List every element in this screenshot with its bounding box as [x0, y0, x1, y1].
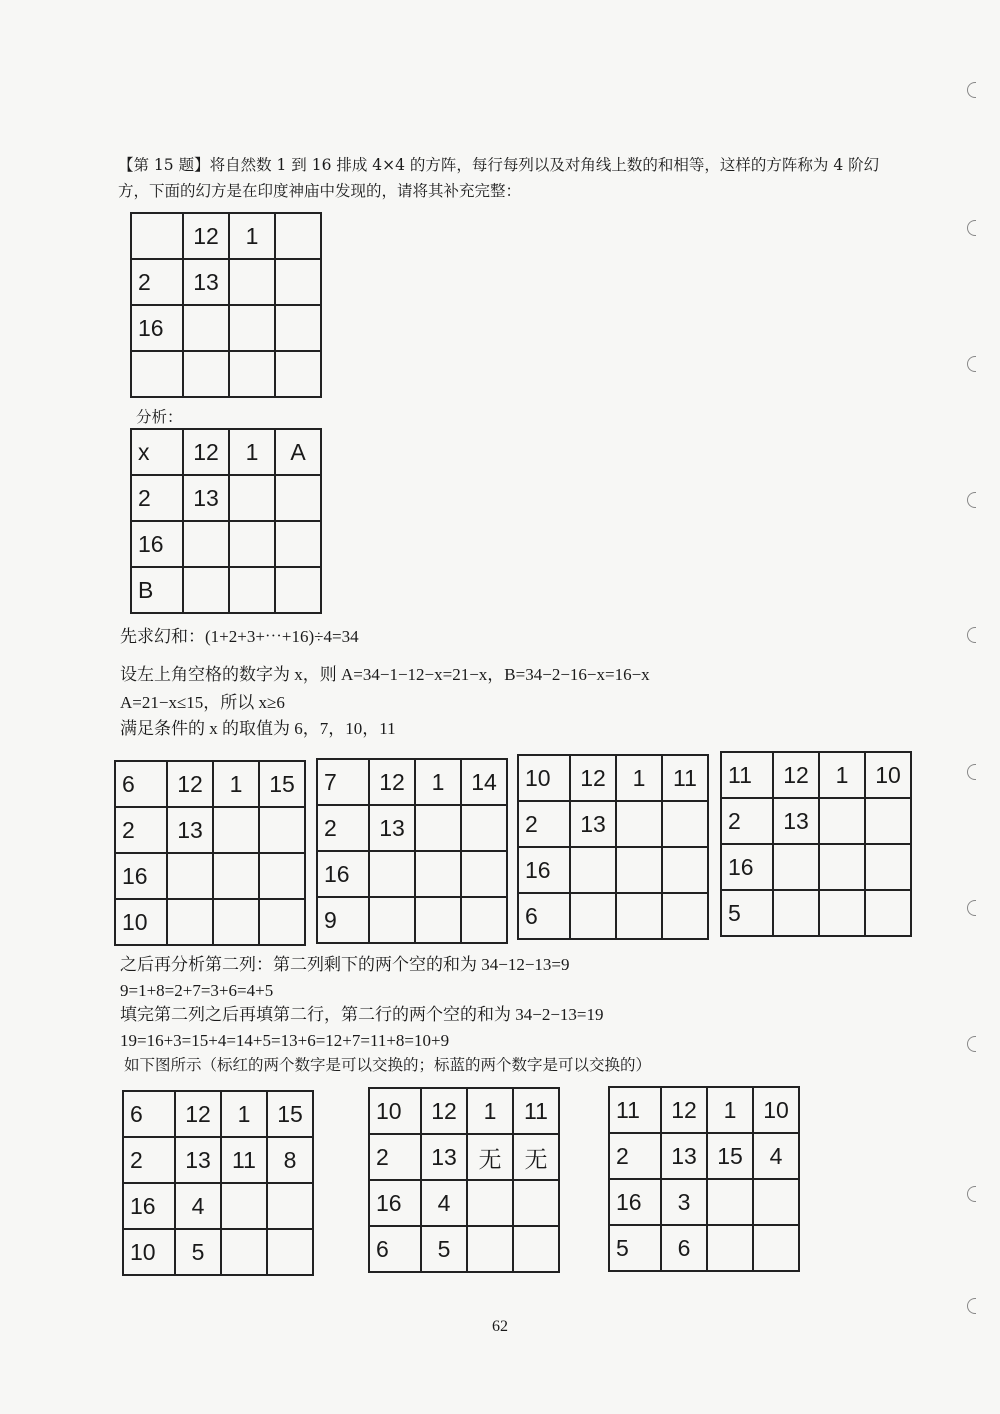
grid-cell [275, 351, 321, 397]
grid-cell: 12 [661, 1087, 707, 1133]
grid-cell [753, 1225, 799, 1271]
grid-cell [461, 897, 507, 943]
grid-cell [183, 351, 229, 397]
grid-cell: 2 [131, 259, 183, 305]
grid-row [369, 1226, 559, 1272]
binder-hole [967, 1298, 976, 1314]
grid-cell: 5 [175, 1229, 221, 1275]
analysis-label: 分析： [136, 408, 183, 426]
grid-cell: 12 [183, 429, 229, 475]
grid-cell: 无 [467, 1134, 513, 1180]
grid-cell [662, 847, 708, 893]
grid-cell [183, 305, 229, 351]
grid-cell: 2 [518, 801, 570, 847]
grid-cell: 12 [175, 1091, 221, 1137]
grid-cell: 11 [221, 1137, 267, 1183]
grid-cell [131, 351, 183, 397]
candidate-grid-2 [316, 758, 508, 944]
step-column-two: 之后再分析第二列：第二列剩下的两个空的和为 34−12−13=9 [120, 955, 570, 974]
grid-row [123, 1229, 313, 1275]
grid-cell: 10 [865, 752, 911, 798]
grid-row [609, 1225, 799, 1271]
grid-cell [369, 897, 415, 943]
problem-line-1: 【第 15 题】将自然数 1 到 16 排成 4×4 的方阵，每行每列以及对角线上数的和相等，这样的方阵称为 4 阶幻 [118, 156, 880, 174]
grid-row [518, 847, 708, 893]
grid-cell: 1 [616, 755, 662, 801]
grid-cell [865, 844, 911, 890]
grid-cell: 16 [518, 847, 570, 893]
grid-row [123, 1183, 313, 1229]
grid-cell [275, 213, 321, 259]
grid-cell [753, 1179, 799, 1225]
grid-row [317, 759, 507, 805]
grid-cell: 13 [183, 259, 229, 305]
grid-cell: 16 [721, 844, 773, 890]
binder-hole [967, 1186, 976, 1202]
grid-cell [275, 305, 321, 351]
grid-cell [415, 851, 461, 897]
grid-cell: 11 [513, 1088, 559, 1134]
grid-cell [183, 567, 229, 613]
grid-cell: 4 [753, 1133, 799, 1179]
grid-row [131, 429, 321, 475]
grid-row [317, 897, 507, 943]
grid-cell: 13 [369, 805, 415, 851]
grid-cell [707, 1179, 753, 1225]
grid-cell: 8 [267, 1137, 313, 1183]
grid-cell [183, 521, 229, 567]
puzzle-grid [130, 212, 322, 398]
grid-cell: 16 [115, 853, 167, 899]
grid-cell: 11 [721, 752, 773, 798]
grid-row [131, 351, 321, 397]
grid-row [518, 755, 708, 801]
grid-row [131, 305, 321, 351]
grid-cell: 13 [570, 801, 616, 847]
grid-cell [865, 890, 911, 936]
grid-cell [461, 851, 507, 897]
grid-cell [213, 807, 259, 853]
grid-cell [513, 1180, 559, 1226]
grid-cell [616, 801, 662, 847]
grid-cell [707, 1225, 753, 1271]
binder-hole [967, 356, 976, 372]
grid-row [609, 1087, 799, 1133]
grid-row [131, 475, 321, 521]
grid-cell: 2 [123, 1137, 175, 1183]
grid-cell: 3 [661, 1179, 707, 1225]
grid-cell [259, 807, 305, 853]
grid-cell [819, 844, 865, 890]
grid-row [317, 851, 507, 897]
grid-cell [275, 567, 321, 613]
grid-cell [229, 259, 275, 305]
grid-row [721, 890, 911, 936]
grid-cell [513, 1226, 559, 1272]
grid-row [131, 521, 321, 567]
step-define-x: 设左上角空格的数字为 x，则 A=34−1−12−x=21−x，B=34−2−16−x=16−x [120, 665, 650, 684]
grid-cell: 13 [421, 1134, 467, 1180]
grid-cell [467, 1226, 513, 1272]
grid-row [115, 761, 305, 807]
grid-cell: 无 [513, 1134, 559, 1180]
grid-cell: 5 [721, 890, 773, 936]
grid-cell: 1 [229, 213, 275, 259]
grid-row [609, 1179, 799, 1225]
step-row-two-sums: 19=16+3=15+4=14+5=13+6=12+7=11+8=10+9 [120, 1031, 450, 1050]
grid-cell: 6 [518, 893, 570, 939]
grid-cell [275, 259, 321, 305]
grid-cell: 1 [707, 1087, 753, 1133]
grid-cell [662, 893, 708, 939]
grid-cell: 1 [229, 429, 275, 475]
grid-cell: 1 [221, 1091, 267, 1137]
grid-cell [259, 899, 305, 945]
grid-cell [267, 1183, 313, 1229]
grid-cell: B [131, 567, 183, 613]
grid-cell: 1 [213, 761, 259, 807]
grid-cell: 6 [661, 1225, 707, 1271]
page-number: 62 [492, 1318, 508, 1335]
grid-cell: 2 [369, 1134, 421, 1180]
binder-hole [967, 82, 976, 98]
grid-cell: 10 [123, 1229, 175, 1275]
grid-cell: 4 [175, 1183, 221, 1229]
grid-cell [213, 853, 259, 899]
grid-cell [773, 844, 819, 890]
binder-hole [967, 764, 976, 780]
grid-cell [267, 1229, 313, 1275]
binder-hole [967, 627, 976, 643]
grid-cell: 5 [421, 1226, 467, 1272]
grid-cell: 10 [369, 1088, 421, 1134]
candidate-grid-1 [114, 760, 306, 946]
step-magic-sum: 先求幻和：(1+2+3+⋯+16)÷4=34 [120, 627, 359, 646]
grid-row [131, 213, 321, 259]
grid-cell: A [275, 429, 321, 475]
grid-cell [415, 805, 461, 851]
step-column-two-sums: 9=1+8=2+7=3+6=4+5 [120, 981, 274, 1000]
grid-cell: 16 [369, 1180, 421, 1226]
grid-cell: 13 [661, 1133, 707, 1179]
grid-cell: 6 [369, 1226, 421, 1272]
grid-cell [415, 897, 461, 943]
grid-row [721, 752, 911, 798]
grid-cell: 13 [167, 807, 213, 853]
grid-cell [570, 847, 616, 893]
grid-cell: 16 [131, 521, 183, 567]
grid-row [721, 798, 911, 844]
step-note: 如下图所示（标红的两个数字是可以交换的；标蓝的两个数字是可以交换的） [124, 1056, 652, 1074]
grid-cell: 1 [819, 752, 865, 798]
grid-cell [467, 1180, 513, 1226]
grid-cell [259, 853, 305, 899]
grid-cell: 4 [421, 1180, 467, 1226]
grid-cell: 12 [570, 755, 616, 801]
grid-row [317, 805, 507, 851]
step-row-two: 填完第二列之后再填第二行，第二行的两个空的和为 34−2−13=19 [120, 1005, 604, 1024]
grid-cell: 9 [317, 897, 369, 943]
grid-cell [819, 798, 865, 844]
grid-cell [229, 351, 275, 397]
grid-row [369, 1134, 559, 1180]
grid-cell [570, 893, 616, 939]
grid-cell [221, 1229, 267, 1275]
grid-cell: 13 [175, 1137, 221, 1183]
grid-cell: 6 [115, 761, 167, 807]
grid-cell: 16 [131, 305, 183, 351]
grid-cell: 12 [167, 761, 213, 807]
grid-cell [369, 851, 415, 897]
grid-cell: 10 [518, 755, 570, 801]
grid-cell: 13 [773, 798, 819, 844]
grid-cell: 6 [123, 1091, 175, 1137]
grid-cell: 15 [267, 1091, 313, 1137]
grid-cell [229, 475, 275, 521]
grid-cell [865, 798, 911, 844]
grid-row [369, 1180, 559, 1226]
binder-hole [967, 900, 976, 916]
grid-row [131, 567, 321, 613]
grid-cell: 16 [123, 1183, 175, 1229]
grid-cell: 10 [115, 899, 167, 945]
grid-cell [616, 893, 662, 939]
grid-row [518, 801, 708, 847]
grid-row [123, 1091, 313, 1137]
grid-cell: 16 [317, 851, 369, 897]
binder-hole [967, 492, 976, 508]
grid-cell [167, 899, 213, 945]
grid-cell: 2 [115, 807, 167, 853]
grid-cell: 1 [467, 1088, 513, 1134]
grid-row [369, 1088, 559, 1134]
grid-cell [229, 521, 275, 567]
grid-cell [275, 521, 321, 567]
grid-cell [819, 890, 865, 936]
grid-cell: 15 [707, 1133, 753, 1179]
final-grid-1 [122, 1090, 314, 1276]
grid-cell: 2 [721, 798, 773, 844]
binder-hole [967, 220, 976, 236]
grid-cell [229, 567, 275, 613]
grid-cell: 14 [461, 759, 507, 805]
final-grid-2 [368, 1087, 560, 1273]
grid-cell: 13 [183, 475, 229, 521]
grid-cell: 16 [609, 1179, 661, 1225]
grid-cell: 12 [421, 1088, 467, 1134]
grid-row [115, 899, 305, 945]
problem-line-2: 方，下面的幻方是在印度神庙中发现的，请将其补充完整： [118, 182, 522, 200]
grid-row [123, 1137, 313, 1183]
grid-cell: 11 [609, 1087, 661, 1133]
grid-cell: 7 [317, 759, 369, 805]
grid-cell [131, 213, 183, 259]
grid-row [721, 844, 911, 890]
grid-cell: 1 [415, 759, 461, 805]
grid-cell: 11 [662, 755, 708, 801]
candidate-grid-4 [720, 751, 912, 937]
grid-cell: 10 [753, 1087, 799, 1133]
grid-cell: 12 [773, 752, 819, 798]
grid-cell: x [131, 429, 183, 475]
grid-cell: 5 [609, 1225, 661, 1271]
analysis-grid [130, 428, 322, 614]
grid-cell [616, 847, 662, 893]
grid-cell: 12 [183, 213, 229, 259]
final-grid-3 [608, 1086, 800, 1272]
grid-cell [167, 853, 213, 899]
grid-cell: 2 [609, 1133, 661, 1179]
step-x-values: 满足条件的 x 的取值为 6，7，10，11 [120, 719, 396, 738]
grid-row [131, 259, 321, 305]
grid-cell [662, 801, 708, 847]
grid-cell [461, 805, 507, 851]
grid-cell [275, 475, 321, 521]
grid-row [609, 1133, 799, 1179]
grid-cell [221, 1183, 267, 1229]
grid-row [115, 807, 305, 853]
grid-cell [773, 890, 819, 936]
grid-row [518, 893, 708, 939]
grid-cell: 2 [131, 475, 183, 521]
grid-cell [213, 899, 259, 945]
candidate-grid-3 [517, 754, 709, 940]
grid-row [115, 853, 305, 899]
grid-cell [229, 305, 275, 351]
binder-hole [967, 1036, 976, 1052]
grid-cell: 15 [259, 761, 305, 807]
grid-cell: 2 [317, 805, 369, 851]
step-inequality: A=21−x≤15，所以 x≥6 [120, 693, 285, 712]
grid-cell: 12 [369, 759, 415, 805]
